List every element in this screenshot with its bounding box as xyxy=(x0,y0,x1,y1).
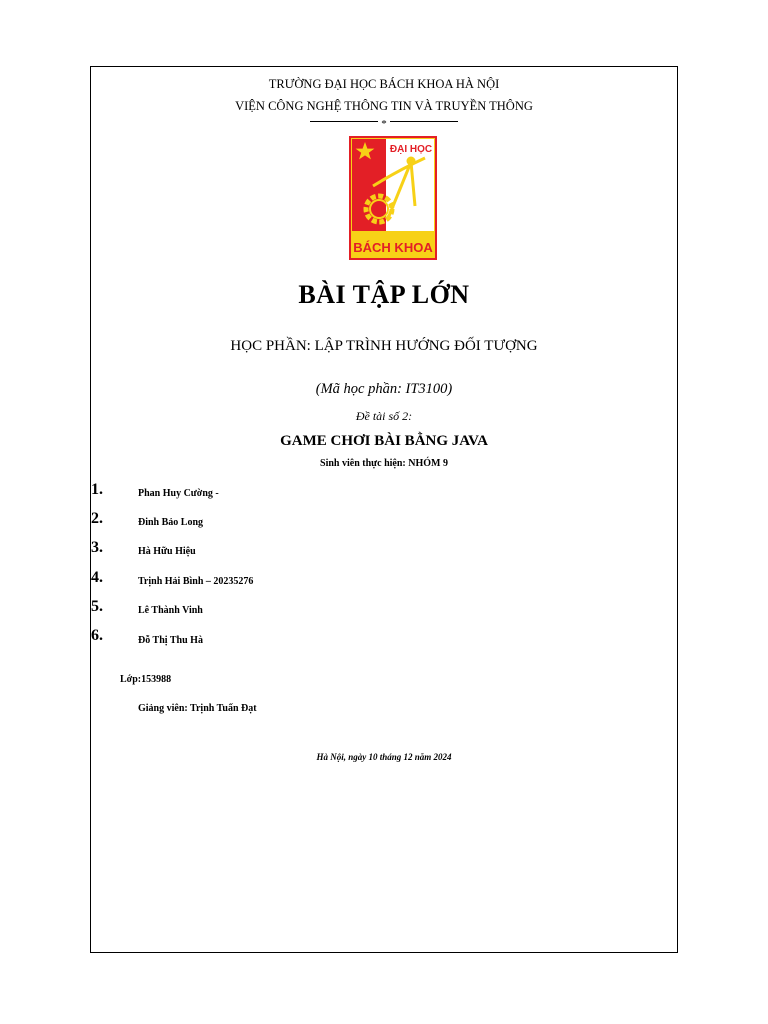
member-name: Hà Hữu Hiệu xyxy=(138,546,196,557)
class-code: Lớp:153988 xyxy=(120,674,172,685)
member-number: 6. xyxy=(91,627,103,644)
logo-top-text: ĐẠI HỌC xyxy=(389,144,433,155)
document-title: BÀI TẬP LỚN xyxy=(298,280,470,309)
divider-line-right xyxy=(390,121,458,122)
logo-bottom-text: BÁCH KHOA xyxy=(353,240,433,255)
topic-label: Đề tài số 2: xyxy=(355,409,413,423)
divider-star: * xyxy=(381,118,387,130)
university-logo xyxy=(349,136,437,260)
course-name: HỌC PHẦN: LẬP TRÌNH HƯỚNG ĐỐI TƯỢNG xyxy=(230,338,538,354)
member-name: Đinh Bảo Long xyxy=(138,517,204,528)
divider-line-left xyxy=(310,121,378,122)
member-number: 2. xyxy=(91,510,103,527)
lecturer-name: Giảng viên: Trịnh Tuấn Đạt xyxy=(138,703,257,714)
member-name: Lê Thành Vinh xyxy=(138,605,203,616)
member-number: 5. xyxy=(91,598,103,615)
member-name: Đỗ Thị Thu Hà xyxy=(138,635,203,646)
university-name: TRƯỜNG ĐẠI HỌC BÁCH KHOA HÀ NỘI xyxy=(268,77,500,91)
member-number: 3. xyxy=(91,539,103,556)
member-name: Phan Huy Cường - xyxy=(138,488,219,499)
member-name: Trịnh Hải Bình – 20235276 xyxy=(138,576,254,587)
member-number: 4. xyxy=(91,569,103,586)
performers-line: Sinh viên thực hiện: NHÓM 9 xyxy=(320,458,448,469)
topic-title: GAME CHƠI BÀI BẰNG JAVA xyxy=(280,433,488,449)
date-line: Hà Nội, ngày 10 tháng 12 năm 2024 xyxy=(316,752,452,762)
course-code: (Mã học phần: IT3100) xyxy=(315,381,453,397)
institute-name: VIỆN CÔNG NGHỆ THÔNG TIN VÀ TRUYỀN THÔNG xyxy=(235,99,533,113)
member-number: 1. xyxy=(91,481,103,498)
header-divider xyxy=(0,118,768,130)
